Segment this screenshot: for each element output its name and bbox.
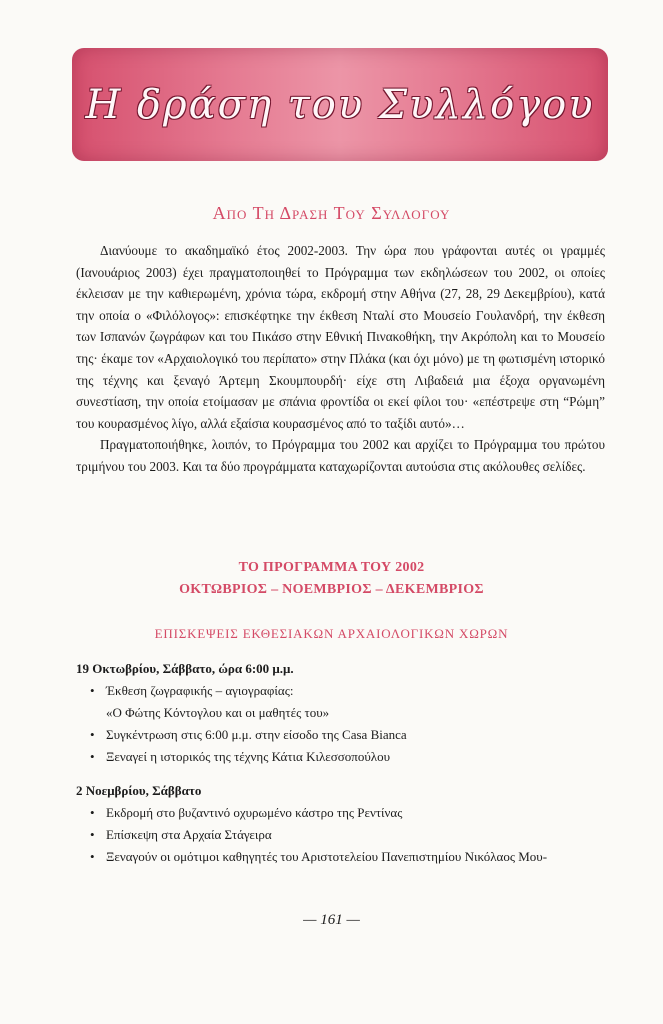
program-title: [0, 557, 663, 601]
page-number: — 161 —: [303, 912, 360, 928]
event-list: [76, 724, 616, 768]
event-date: 2 Νοεμβρίου, Σάββατο: [76, 783, 202, 798]
list-item: • Ξεναγούν οι ομότιμοι καθηγητές του Αριστοτελείου Πανεπιστημίου Νικόλαος Μου-: [90, 846, 616, 868]
event-block: [76, 658, 616, 768]
paragraph: Πραγματοποιήθηκε, λοιπόν, το Πρόγραμμα του 2002 και αρχίζει το Πρόγραμμα του πρώτου τριμήνου του 2003. Και τα δύο προγράμματα καταχωρίζονται αυτούσια στις ακόλουθες σελίδες.: [76, 437, 605, 474]
paragraph: Διανύουμε το ακαδημαϊκό έτος 2002-2003. Την ώρα που γράφονται αυτές οι γραμμές (Ιανουάριος 2003) έχει πραγματοποιηθεί το Πρόγραμμα των εκδηλώσεων του 2002, οι οποίες έκλεισαν με την καθιερωμένη, χρόνια τώρα, εκδρομή στην Αθήνα (27, 28, 29 Δεκεμβρίου), κατά την οποία ο «Φιλόλογος»: επισκέφτηκε την έκθεση Νταλί στο Μουσείο Γουλανδρή, την έκθεση των Ισπανών ζωγράφων και του Πικάσο στην Εθνική Πινακοθήκη, την Ακρόπολη και το Μουσείο της· έκαμε τον «Αρχαιολογικό του περίπατο» στην Πλάκα (και όχι μόνο) με τη φωτισμένη ιστορικό της τέχνης και ξεναγό Άρτεμη Σκουμπουρδή· είχε στη Λιβαδειά μια έξοχα οργανωμένη συνεστίαση, την οποία ετοίμασαν με σπάνια φροντίδα οι εκεί φίλοι του· «επέστρεψε στη “Ρώμη” του κουρασμένος λίγο, αλλά εξαίσια κουρασμένος από το ταξίδι αυτό»…: [76, 243, 605, 431]
list-item: • Συγκέντρωση στις 6:00 μ.μ. στην είσοδο της Casa Bianca: [90, 724, 616, 746]
list-item: • Επίσκεψη στα Αρχαία Στάγειρα: [90, 824, 616, 846]
event-list: [76, 680, 616, 702]
title-banner: [72, 48, 608, 161]
list-item: • Εκδρομή στο βυζαντινό οχυρωμένο κάστρο της Ρεντίνας: [90, 802, 616, 824]
event-block: [76, 780, 616, 868]
event-date: 19 Οκτωβρίου, Σάββατο, ώρα 6:00 μ.μ.: [76, 661, 294, 676]
body-text: [76, 240, 605, 478]
program-subheading: ΕΠΙΣΚΕΨΕΙΣ ΕΚΘΕΣΙΑΚΩΝ ΑΡΧΑΙΟΛΟΓΙΚΩΝ ΧΩΡΩΝ: [154, 626, 509, 641]
list-item: • Έκθεση ζωγραφικής – αγιογραφίας:: [90, 680, 616, 702]
program-title-line: ΤΟ ΠΡΟΓΡΑΜΜΑ ΤΟΥ 2002: [238, 560, 425, 575]
list-item-continuation: «Ο Φώτης Κόντογλου και οι μαθητές του»: [106, 705, 330, 720]
banner-title: Η δράση του Συλλόγου: [85, 81, 595, 128]
section-heading: Απο Τη Δραση Του Συλλογου: [212, 203, 451, 223]
program-months-line: ΟΚΤΩΒΡΙΟΣ – ΝΟΕΜΒΡΙΟΣ – ΔΕΚΕΜΒΡΙΟΣ: [179, 582, 484, 597]
list-item: • Ξεναγεί η ιστορικός της τέχνης Κάτια Κιλεσσοπούλου: [90, 746, 616, 768]
event-list: [76, 802, 616, 868]
